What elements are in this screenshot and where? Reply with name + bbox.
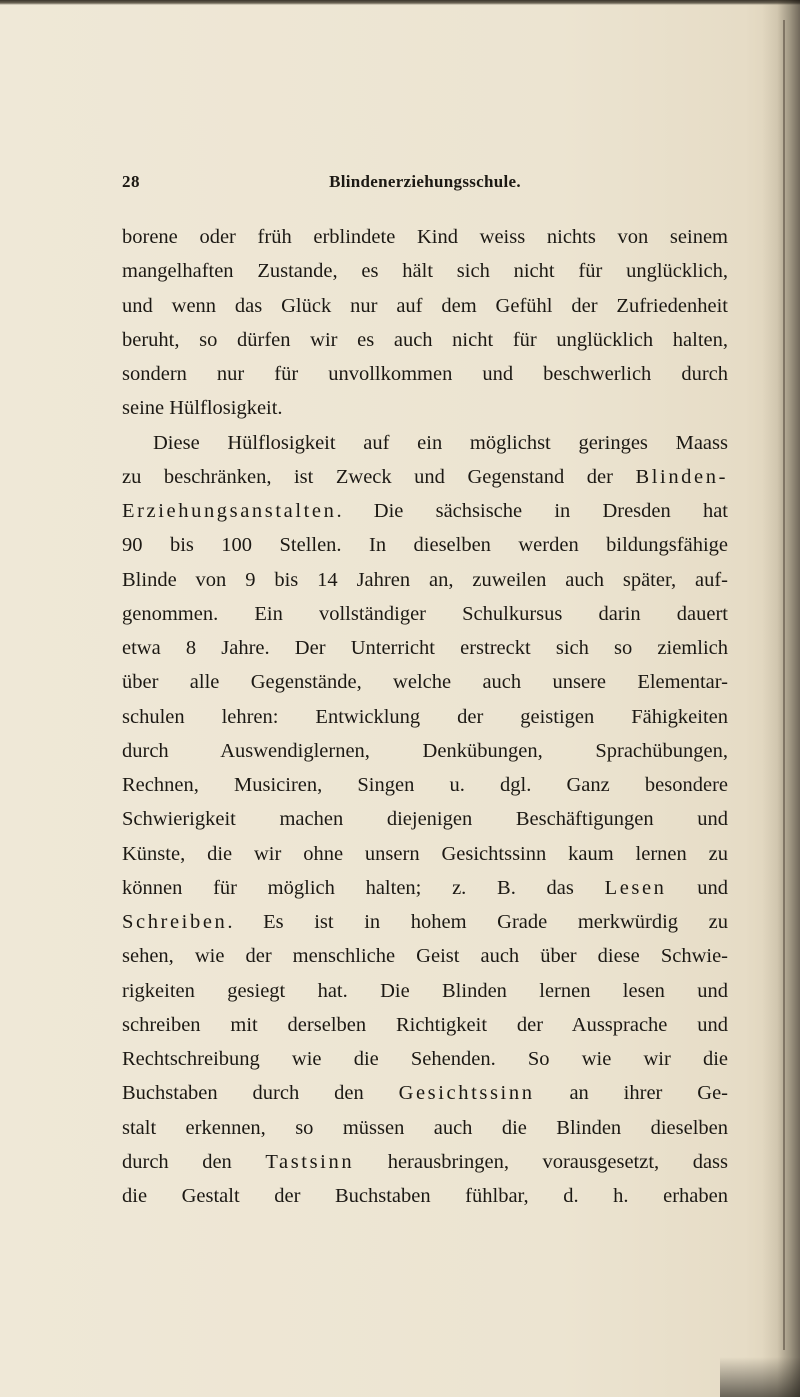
text-line: können für möglich halten; z. B. das Lesen und [122,876,728,899]
page-edge-line [783,20,785,1350]
running-head: Blindenerziehungsschule. [329,172,521,191]
text-line: etwa 8 Jahre. Der Unterricht erstreckt sich so ziemlich [122,637,728,659]
text-line: rigkeiten gesiegt hat. Die Blinden lernen lesen und [122,979,728,1002]
text-line: Schreiben. Es ist in hohem Grade merkwürdig zu [122,911,728,933]
page-header [122,172,728,198]
text-line: zu beschränken, ist Zweck und Gegenstand der Blinden- [122,465,728,488]
page-number: 28 [122,172,140,191]
text-line: durch den Tastsinn herausbringen, vorausgesetzt, dass [122,1150,728,1173]
spaced-term: Blinden- [635,465,728,488]
text-line: borene oder früh erblindete Kind weiss nichts von seinem [122,226,728,248]
text-line: Buchstaben durch den Gesichtssinn an ihrer Ge- [122,1082,728,1105]
text-line: stalt erkennen, so müssen auch die Blinden dieselben [122,1116,728,1139]
spaced-term: Gesichtssinn [398,1082,535,1105]
text-line: seine Hülflosigkeit. [122,397,283,420]
text-line: Rechnen, Musiciren, Singen u. dgl. Ganz besondere [122,774,728,796]
text-line: sehen, wie der menschliche Geist auch über diese Schwie- [122,945,728,968]
text-line: Rechtschreibung wie die Sehenden. So wie wir die [122,1048,728,1070]
body-text [122,220,728,1213]
text-line: und wenn das Glück nur auf dem Gefühl der Zufriedenheit [122,294,728,317]
spaced-term: Schreiben [122,911,228,933]
page-gutter-shadow [762,0,800,1397]
text-line: Blinde von 9 bis 14 Jahren an, zuweilen auch später, auf- [122,568,728,591]
spaced-term: Lesen [604,876,667,899]
text-line: sondern nur für unvollkommen und beschwerlich durch [122,363,728,385]
text-line: schulen lehren: Entwicklung der geistigen Fähigkeiten [122,705,728,728]
text-line: Diese Hülflosigkeit auf ein möglichst geringes Maass [153,431,728,454]
spaced-term: Erziehungsanstalten [122,500,337,522]
spaced-term: Tastsinn [265,1150,355,1173]
text-line: mangelhaften Zustande, es hält sich nicht für unglücklich, [122,260,728,283]
text-line: genommen. Ein vollständiger Schulkursus darin dauert [122,602,728,625]
text-line: 90 bis 100 Stellen. In dieselben werden bildungsfähige [122,534,728,557]
text-line: Erziehungsanstalten. Die sächsische in Dresden hat [122,500,728,522]
text-line: Künste, die wir ohne unsern Gesichtssinn kaum lernen zu [122,842,728,865]
text-line: durch Auswendiglernen, Denkübungen, Sprachübungen, [122,739,728,762]
top-edge-shadow [0,0,800,5]
text-line: über alle Gegenstände, welche auch unsere Elementar- [122,671,728,694]
text-line: schreiben mit derselben Richtigkeit der Aussprache und [122,1013,728,1036]
text-line: Schwierigkeit machen diejenigen Beschäftigungen und [122,808,728,831]
bottom-corner-shadow [720,1357,800,1397]
text-line: die Gestalt der Buchstaben fühlbar, d. h. erhaben [122,1185,728,1207]
text-line: beruht, so dürfen wir es auch nicht für unglücklich halten, [122,328,728,351]
